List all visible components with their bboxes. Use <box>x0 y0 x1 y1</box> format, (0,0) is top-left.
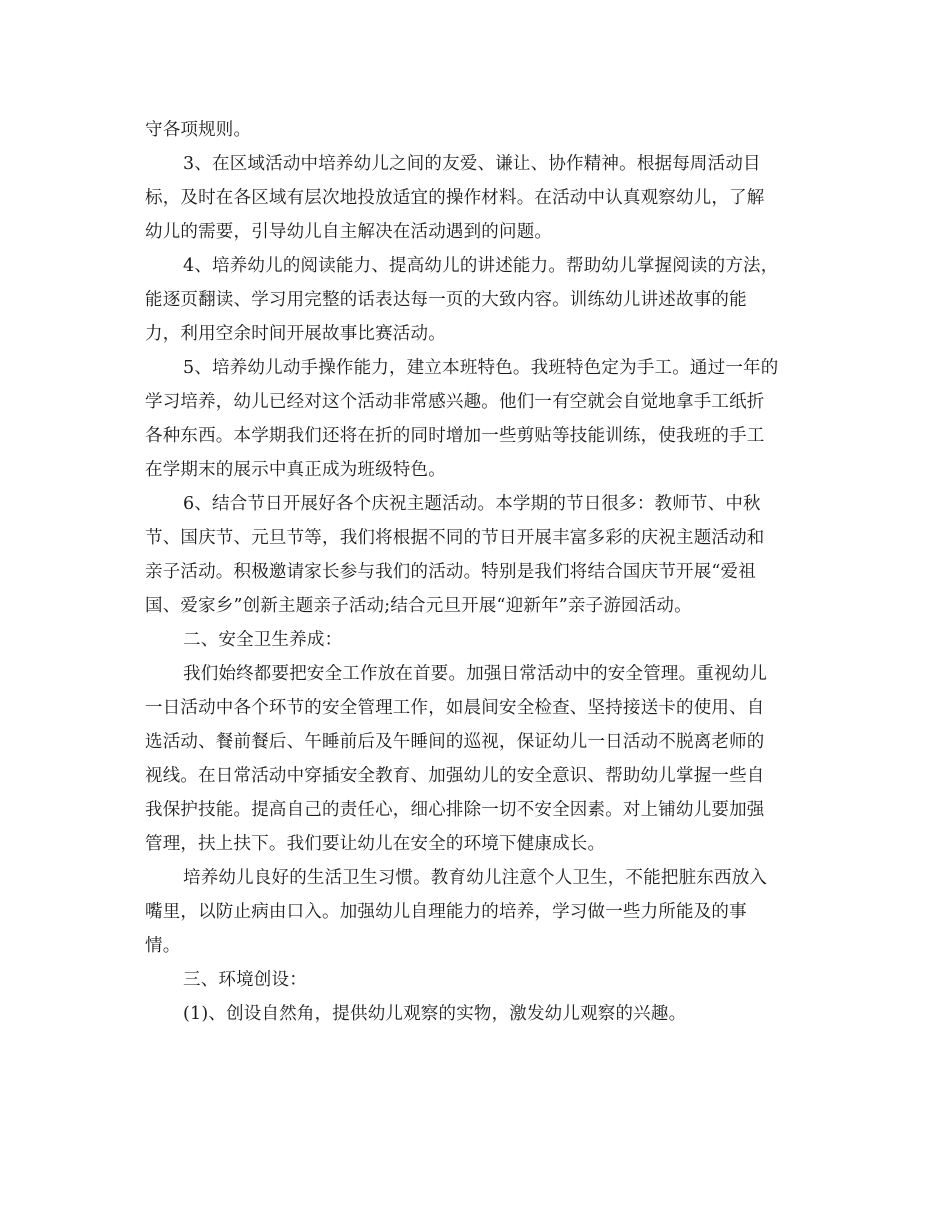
text-line: 在学期末的展示中真正成为班级特色。 <box>145 460 446 480</box>
text-line: 各种东西。本学期我们还将在折的同时增加一些剪贴等技能训练，使我班的手工 <box>145 426 765 446</box>
text-line: 我们始终都要把安全工作放在首要。加强日常活动中的安全管理。重视幼儿 <box>183 664 768 684</box>
section-heading: 二、安全卫生养成： <box>183 630 343 650</box>
text-line: 6、结合节日开展好各个庆祝主题活动。本学期的节日很多：教师节、中秋 <box>183 494 761 514</box>
section-heading: 三、环境创设： <box>183 970 307 990</box>
text-line: 一日活动中各个环节的安全管理工作，如晨间安全检查、坚持接送卡的使用、自 <box>145 698 765 718</box>
text-line: 幼儿的需要，引导幼儿自主解决在活动遇到的问题。 <box>145 222 553 242</box>
text-line: 力，利用空余时间开展故事比赛活动。 <box>145 324 446 344</box>
text-line: 培养幼儿良好的生活卫生习惯。教育幼儿注意个人卫生，不能把脏东西放入 <box>183 868 768 888</box>
text-line: 管理，扶上扶下。我们要让幼儿在安全的环境下健康成长。 <box>145 834 606 854</box>
text-line: 标，及时在各区域有层次地投放适宜的操作材料。在活动中认真观察幼儿，了解 <box>145 188 765 208</box>
text-line: 选活动、餐前餐后、午睡前后及午睡间的巡视，保证幼儿一日活动不脱离老师的 <box>145 732 765 752</box>
text-line: (1)、创设自然角，提供幼儿观察的实物，激发幼儿观察的兴趣。 <box>183 1004 687 1024</box>
text-line: 视线。在日常活动中穿插安全教育、加强幼儿的安全意识、帮助幼儿掌握一些自 <box>145 766 765 786</box>
text-line: 3、在区域活动中培养幼儿之间的友爱、谦让、协作精神。根据每周活动目 <box>183 154 761 174</box>
text-line: 情。 <box>145 936 181 956</box>
text-line: 能逐页翻读、学习用完整的话表达每一页的大致内容。训练幼儿讲述故事的能 <box>145 290 747 310</box>
text-line: 节、国庆节、元旦节等，我们将根据不同的节日开展丰富多彩的庆祝主题活动和 <box>145 528 765 548</box>
text-line: 学习培养，幼儿已经对这个活动非常感兴趣。他们一有空就会自觉地拿手工纸折 <box>145 392 765 412</box>
text-line: 国、爱家乡”创新主题亲子活动;结合元旦开展“迎新年”亲子游园活动。 <box>145 596 692 616</box>
text-line: 守各项规则。 <box>145 120 252 140</box>
text-line: 我保护技能。提高自己的责任心，细心排除一切不安全因素。对上铺幼儿要加强 <box>145 800 765 820</box>
text-line: 亲子活动。积极邀请家长参与我们的活动。特别是我们将结合国庆节开展“爱祖 <box>145 562 756 582</box>
text-line: 嘴里，以防止病由口入。加强幼儿自理能力的培养，学习做一些力所能及的事 <box>145 902 747 922</box>
document-body <box>145 113 805 1031</box>
text-line: 5、培养幼儿动手操作能力，建立本班特色。我班特色定为手工。通过一年的 <box>183 358 779 378</box>
text-line: 4、培养幼儿的阅读能力、提高幼儿的讲述能力。帮助幼儿掌握阅读的方法， <box>183 256 779 276</box>
